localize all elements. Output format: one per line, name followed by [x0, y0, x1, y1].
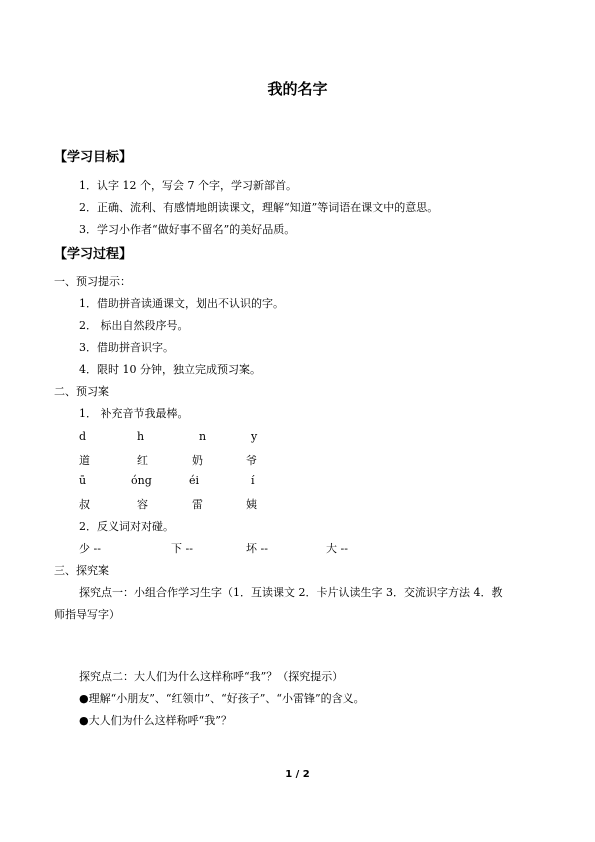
character-cell: 雷: [192, 498, 203, 511]
syllable-cell: h: [137, 430, 145, 443]
section-heading-goals: 【学习目标】: [54, 150, 133, 165]
part-title-preview-tips: 一、预习提示：: [54, 275, 131, 288]
goal-item: 3．学习小作者“做好事不留名”的美好品质。: [79, 223, 296, 236]
syllable-cell: í: [251, 474, 255, 487]
probe-bullet: ●大人们为什么这样称呼“我”？: [79, 714, 232, 727]
document-title: 我的名字: [267, 80, 328, 98]
antonym-pair: 少 --: [79, 542, 101, 555]
goal-item: 2．正确、流利、有感情地朗读课文，理解“知道”等词语在课文中的意思。: [79, 201, 439, 214]
syllable-cell: éi: [189, 474, 200, 487]
tip-item: 4．限时 10 分钟，独立完成预习案。: [79, 363, 261, 376]
character-cell: 奶: [192, 454, 203, 467]
plan-item-antonyms: 2．反义词对对碰。: [79, 520, 174, 533]
syllable-cell: d: [79, 430, 87, 443]
goal-item: 1．认字 12 个，写会 7 个字，学习新部首。: [79, 179, 297, 192]
tip-item: 2． 标出自然段序号。: [79, 319, 189, 332]
plan-item-syllables: 1． 补充音节我最棒。: [79, 407, 189, 420]
syllable-cell: ū: [79, 474, 87, 487]
syllable-cell: y: [251, 430, 258, 443]
character-cell: 叔: [79, 498, 90, 511]
antonym-pair: 大 --: [326, 542, 348, 555]
section-heading-process: 【学习过程】: [54, 247, 133, 262]
character-cell: 容: [137, 498, 148, 511]
probe-point-1: 探究点一：小组合作学习生字（1．互读课文 2．卡片认读生字 3．交流识字方法 4．教: [79, 586, 503, 599]
probe-point-2: 探究点二：大人们为什么这样称呼“我”？（探究提示）: [79, 670, 344, 683]
part-title-explore: 三、探究案: [54, 564, 109, 577]
tip-item: 3．借助拼音识字。: [79, 341, 174, 354]
tip-item: 1．借助拼音读通课文，划出不认识的字。: [79, 297, 284, 310]
antonym-pair: 坏 --: [246, 542, 268, 555]
part-title-preview-plan: 二、预习案: [54, 385, 109, 398]
probe-point-1-continued: 师指导写字）: [54, 608, 120, 621]
character-cell: 姨: [246, 498, 257, 511]
syllable-cell: óng: [131, 474, 152, 487]
character-cell: 爷: [246, 454, 257, 467]
character-cell: 红: [137, 454, 148, 467]
syllable-cell: n: [199, 430, 207, 443]
page-number: 1 / 2: [285, 769, 310, 780]
antonym-pair: 下 --: [171, 542, 193, 555]
character-cell: 道: [79, 454, 90, 467]
probe-bullet: ●理解“小朋友”、“红领巾”、“好孩子”、“小雷锋”的含义。: [79, 692, 365, 705]
